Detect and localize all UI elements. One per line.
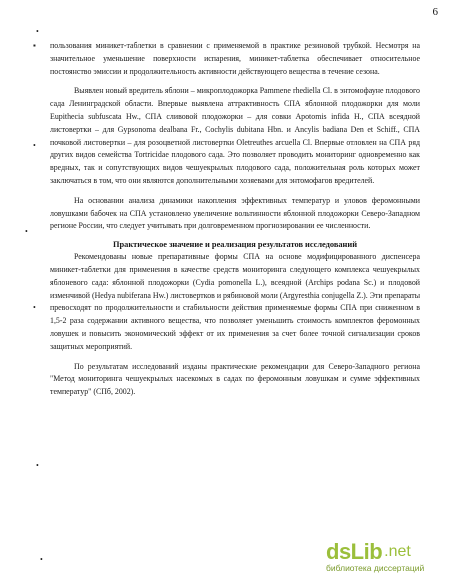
paragraph: По результатам исследований изданы практические рекомендации для Северо-Западного региона "Метод мониторинга чешуекрылых насекомых в садах по феромонным ловушкам и сумме эффективных температур" (СПб, 2002). <box>50 361 420 397</box>
watermark-caption: библиотека диссертаций <box>326 563 425 573</box>
watermark-logo <box>326 539 444 565</box>
scan-speck: • <box>33 303 36 312</box>
page-number: 6 <box>432 6 438 18</box>
paragraph: пользования миникет-таблетки в сравнении с применяемой в практике резиновой трубкой. Несмотря на значительное уменьшение поверхности испарения, миникет-таблетка обеспечивает относительное постоянство эмиссии и продолжительность активности действующего вещества в течение сезона. <box>50 41 420 76</box>
scan-speck: • <box>33 141 36 150</box>
paragraph: На основании анализа динамики накопления эффективных температур и уловов феромонными ловушками бабочек на СПА установлено увеличение вольтинности яблонной плодожорки Северо-Западном регионе России, что следует учитывать при долговременном прогнозировании ее численности. <box>50 195 420 231</box>
paragraph: Рекомендованы новые препаративные формы СПА на основе модифицированного диспенсера миникет-таблетки для применения в качестве средств мониторинга следующего комплекса чешуекрылых яблоневого сада: яблонной плодожорки (Cydia pomonella L.), всеядной (Archips podana Sc.) и плодовой изменчивой (Hedya nubiferana Hw.) листовертков и рябиновой моли (Argyresthia conjugella Z.). Эти препараты превосходят по продолжительности и стабильности действия применяемые формы СПА при сниженном в 1,5-2 раза содержании активного вещества, что позволяет уменьшить стоимость комплектов феромонных ловушек и повысить экономический эффект от их применения за счет более точной сигнализации сроков защитных мероприятий. <box>50 252 420 351</box>
scan-speck: ▪ <box>33 41 36 50</box>
section-heading: Практическое значение и реализация результатов исследований <box>112 240 358 250</box>
watermark <box>326 539 444 573</box>
paragraph: Выявлен новый вредитель яблони – микроплодожорка Pammene rhediella Cl. в энтомофауне плодового сада Ленинградской области. Впервые выявлена аттрактивность СПА яблонной плодожорки для моли Eupithecia subfuscata Hw., СПА сливовой плодожорки – для совки Apotomis infida H., СПА всеядной листовертки – для Gypsonoma dealbana Fr., Cochylis dubitana Hbn. и Ancylis badiana Den et Schiff., СПА почковой листовертки – для розоцветной листовертки Oletreuthes arcuella Cl. Впервые отловлен на СПА ряд других видов семейства Tortricidae плодового сада. Это позволяет проводить мониторинг одновременно как вредных, так и сопутствующих видов чешуекрылых плодового сада, положительная роль которых может заключаться в том, что они являются дополнительными хозяевами для энтомофагов вредителей. <box>50 86 420 185</box>
scan-speck: • <box>40 555 43 564</box>
scan-speck: • <box>36 461 39 470</box>
watermark-logo-main: dsLib <box>326 539 383 564</box>
watermark-logo-tld: .net <box>384 543 411 560</box>
document-body <box>50 40 420 399</box>
scan-speck: • <box>36 27 39 36</box>
scan-speck: • <box>25 227 28 236</box>
